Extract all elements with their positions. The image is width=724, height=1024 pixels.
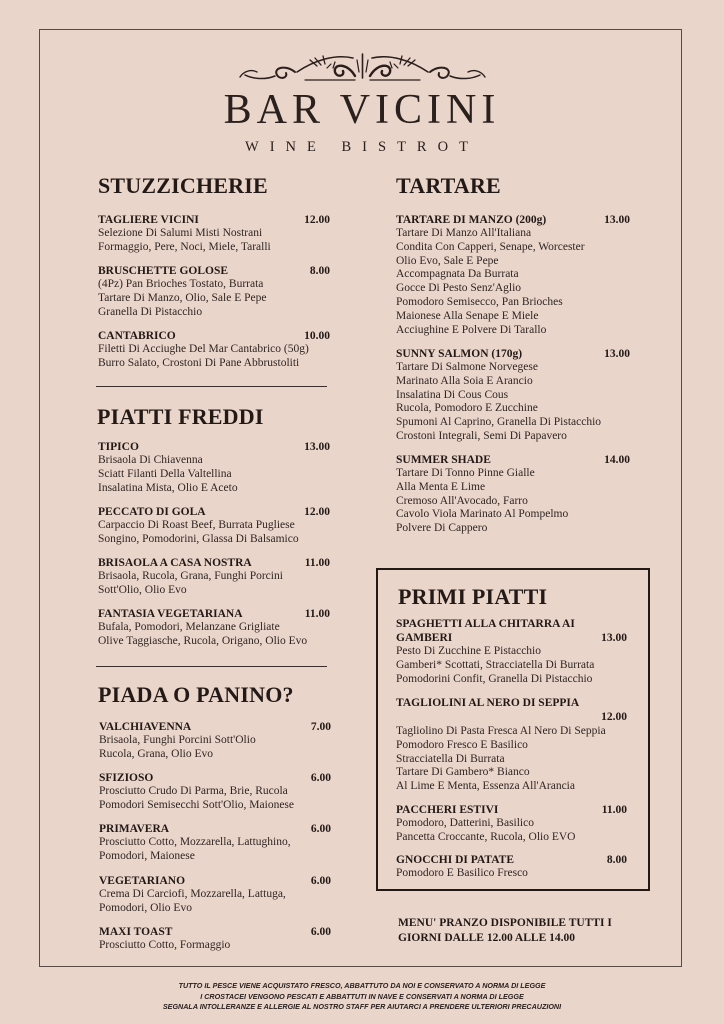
item-name: TARTARE DI MANZO (200g) xyxy=(396,214,547,226)
menu-item xyxy=(98,505,330,547)
item-description: (4Pz) Pan Brioches Tostato, Burrata Tartare Di Manzo, Olio, Sale E Pepe Granella Di Pistacchio xyxy=(98,278,267,318)
item-name: SUMMER SHADE xyxy=(396,454,491,466)
section-title-stuzzicherie: STUZZICHERIE xyxy=(98,173,268,198)
item-description: Crema Di Carciofi, Mozzarella, Lattuga, Pomodori, Olio Evo xyxy=(99,888,286,914)
section-title-piada-o-panino: PIADA O PANINO? xyxy=(98,682,294,707)
item-price: 6.00 xyxy=(310,823,331,835)
menu-item xyxy=(99,720,331,762)
item-description: Prosciutto Crudo Di Parma, Brie, Rucola Pomodori Semisecchi Sott'Olio, Maionese xyxy=(99,785,295,811)
item-price: 13.00 xyxy=(604,348,630,360)
menu-item xyxy=(396,213,630,337)
item-description: Pomodoro E Basilico Fresco xyxy=(396,867,528,879)
item-price: 7.00 xyxy=(310,721,331,733)
menu-item xyxy=(99,771,331,813)
item-price: 12.00 xyxy=(304,214,330,226)
lunch-menu-note: MENU' PRANZO DISPONIBILE TUTTI I GIORNI DALLE 12.00 ALLE 14.00 xyxy=(398,917,612,944)
item-price: 6.00 xyxy=(310,926,331,938)
item-description: Brisaola, Funghi Porcini Sott'Olio Rucola, Grana, Olio Evo xyxy=(99,734,256,760)
menu-item xyxy=(396,803,627,845)
item-name: GNOCCHI DI PATATE xyxy=(396,854,514,866)
menu-item xyxy=(396,347,630,444)
item-description: Bufala, Pomodori, Melanzane Grigliate Olive Taggiasche, Rucola, Origano, Olio Evo xyxy=(98,621,308,647)
restaurant-name: BAR VICINI xyxy=(223,87,501,133)
item-description: Tagliolino Di Pasta Fresca Al Nero Di Seppia Pomodoro Fresco E Basilico Stracciatella Di Burrata Tartare Di Gambero* Bianco Al Lime E Menta, Essenza All'Arancia xyxy=(396,725,606,793)
menu-item xyxy=(396,617,627,686)
allergy-footer-note: TUTTO IL PESCE VIENE ACQUISTATO FRESCO, ABBATTUTO DA NOI E CONSERVATO A NORMA DI LEGGE I CROSTACEI VENGONO PESCATI E ABBATTUTI IN NAVE E CONSERVATI A NORMA DI LEGGE SEGNALA INTOLLERANZE E ALLERGIE AL NOSTRO STAFF PER AIUTARCI A PRENDERE ULTERIORI PRECAUZIONI xyxy=(162,981,562,1011)
item-price: 12.00 xyxy=(601,711,627,723)
item-name: CANTABRICO xyxy=(98,330,176,342)
item-name: TAGLIOLINI AL NERO DI SEPPIA xyxy=(396,697,580,709)
section-title-piatti-freddi: PIATTI FREDDI xyxy=(97,404,264,429)
item-name-continued: GAMBERI xyxy=(396,632,453,644)
item-price: 6.00 xyxy=(310,875,331,887)
item-description: Tartare Di Tonno Pinne Gialle Alla Menta E Lime Cremoso All'Avocado, Farro Cavolo Viola Marinato Al Pompelmo Polvere Di Cappero xyxy=(396,467,569,535)
flourish-ornament-icon xyxy=(235,50,490,84)
item-name: PACCHERI ESTIVI xyxy=(396,804,499,816)
item-description: Filetti Di Acciughe Del Mar Cantabrico (50g) Burro Salato, Crostoni Di Pane Abbrustoliti xyxy=(98,343,309,369)
item-name: VEGETARIANO xyxy=(99,875,186,887)
menu-item xyxy=(396,696,627,794)
menu-item xyxy=(396,853,627,881)
item-name: SUNNY SALMON (170g) xyxy=(396,348,523,360)
item-description: Pomodoro, Datterini, Basilico Pancetta Croccante, Rucola, Olio EVO xyxy=(396,817,576,843)
item-description: Tartare Di Salmone Norvegese Marinato Alla Soia E Arancio Insalatina Di Cous Cous Rucola, Pomodoro E Zucchine Spumoni Al Caprino, Granella Di Pistacchio Crostoni Integrali, Semi Di Papavero xyxy=(396,361,602,442)
item-description: Pesto Di Zucchine E Pistacchio Gamberi* Scottati, Stracciatella Di Burrata Pomodorini Confit, Granella Di Pistacchio xyxy=(396,645,595,685)
restaurant-subtitle: WINE BISTROT xyxy=(245,139,479,155)
menu-item xyxy=(98,329,330,371)
menu-item xyxy=(99,925,331,953)
item-price: 11.00 xyxy=(601,804,627,816)
item-name: SPAGHETTI ALLA CHITARRA AI xyxy=(396,618,575,630)
menu-item xyxy=(98,607,330,649)
menu-item xyxy=(98,440,330,495)
item-description: Prosciutto Cotto, Mozzarella, Lattughino, Pomodori, Maionese xyxy=(99,836,291,862)
item-description: Prosciutto Cotto, Formaggio xyxy=(99,939,231,951)
item-price: 13.00 xyxy=(601,632,627,644)
item-name: SFIZIOSO xyxy=(99,772,154,784)
menu-item xyxy=(98,264,330,319)
section-title-primi-piatti: PRIMI PIATTI xyxy=(398,584,548,609)
item-price: 6.00 xyxy=(310,772,331,784)
item-price: 12.00 xyxy=(304,506,330,518)
item-price: 11.00 xyxy=(304,608,330,620)
item-name: TIPICO xyxy=(98,441,139,453)
menu-item xyxy=(99,874,331,916)
menu-item xyxy=(98,213,330,255)
item-price: 13.00 xyxy=(604,214,630,226)
item-description: Carpaccio Di Roast Beef, Burrata Pugliese Songino, Pomodorini, Glassa Di Balsamico xyxy=(98,519,299,545)
item-name: PECCATO DI GOLA xyxy=(98,506,206,518)
section-divider xyxy=(96,666,327,667)
item-price: 8.00 xyxy=(606,854,627,866)
item-price: 11.00 xyxy=(304,557,330,569)
item-price: 10.00 xyxy=(304,330,330,342)
item-description: Selezione Di Salumi Misti Nostrani Formaggio, Pere, Noci, Miele, Taralli xyxy=(98,227,271,253)
item-name: PRIMAVERA xyxy=(99,823,170,835)
item-name: BRISAOLA A CASA NOSTRA xyxy=(98,557,252,569)
item-price: 13.00 xyxy=(304,441,330,453)
item-name: MAXI TOAST xyxy=(99,926,173,938)
menu-item xyxy=(99,822,331,864)
item-description: Brisaola Di Chiavenna Sciatt Filanti Della Valtellina Insalatina Mista, Olio E Aceto xyxy=(98,454,238,494)
menu-item xyxy=(98,556,330,598)
section-divider xyxy=(96,386,327,387)
item-name: VALCHIAVENNA xyxy=(99,721,192,733)
item-name: TAGLIERE VICINI xyxy=(98,214,199,226)
item-description: Brisaola, Rucola, Grana, Funghi Porcini Sott'Olio, Olio Evo xyxy=(98,570,283,596)
item-description: Tartare Di Manzo All'Italiana Condita Con Capperi, Senape, Worcester Olio Evo, Sale E Pepe Accompagnata Da Burrata Gocce Di Pesto Senz'Aglio Pomodoro Semisecco, Pan Brioches Maionese Alla Senape E Miele Acciughine E Polvere Di Tarallo xyxy=(396,227,585,336)
item-price: 8.00 xyxy=(309,265,330,277)
menu-item xyxy=(396,453,630,536)
item-name: BRUSCHETTE GOLOSE xyxy=(98,265,229,277)
section-title-tartare: TARTARE xyxy=(396,173,501,198)
item-price: 14.00 xyxy=(604,454,630,466)
item-name: FANTASIA VEGETARIANA xyxy=(98,608,243,620)
